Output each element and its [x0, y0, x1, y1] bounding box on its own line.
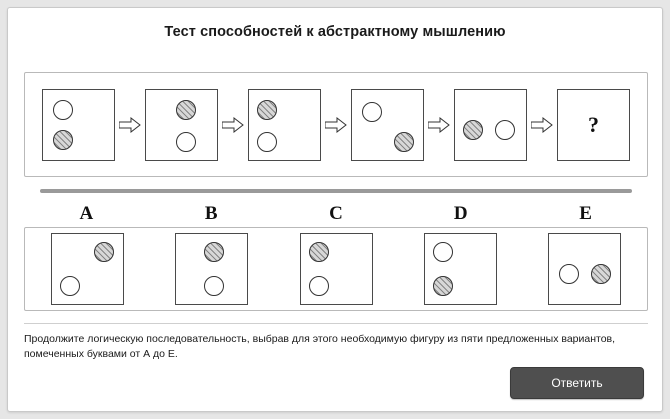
circle-plain	[309, 276, 329, 296]
option-slot-b[interactable]	[149, 233, 273, 305]
circle-hatched	[591, 264, 611, 284]
arrow-right-icon	[115, 117, 145, 133]
circle-hatched	[176, 100, 196, 120]
circle-plain	[559, 264, 579, 284]
option-d[interactable]	[424, 233, 497, 305]
option-b[interactable]	[175, 233, 248, 305]
arrow-right-icon	[527, 117, 557, 133]
option-slot-d[interactable]	[398, 233, 522, 305]
circle-plain	[433, 242, 453, 262]
sequence-cell-2	[145, 89, 218, 161]
test-card	[7, 7, 663, 412]
sequence-cell-1	[42, 89, 115, 161]
arrow-right-icon	[424, 117, 454, 133]
circle-hatched	[463, 120, 483, 140]
circle-plain	[204, 276, 224, 296]
options-panel	[24, 227, 648, 311]
sequence-cell-5	[454, 89, 527, 161]
option-labels-row	[24, 201, 648, 227]
circle-plain	[53, 100, 73, 120]
sequence-cell-4	[351, 89, 424, 161]
option-slot-e[interactable]	[523, 233, 647, 305]
option-slot-c[interactable]	[274, 233, 398, 305]
option-label-c: C	[329, 203, 343, 224]
circle-plain	[176, 132, 196, 152]
circle-hatched	[309, 242, 329, 262]
divider	[40, 189, 632, 193]
circle-plain	[362, 102, 382, 122]
circle-hatched	[433, 276, 453, 296]
option-a[interactable]	[51, 233, 124, 305]
question-mark-label: ?	[588, 111, 599, 137]
answer-button[interactable]: Ответить	[510, 367, 644, 399]
sequence-cell-6-question	[557, 89, 630, 161]
option-label-d: D	[453, 203, 468, 224]
option-label-e: E	[579, 203, 592, 224]
option-c[interactable]	[300, 233, 373, 305]
option-label-b: B	[204, 203, 218, 224]
circle-hatched	[94, 242, 114, 262]
sequence-cell-3	[248, 89, 321, 161]
arrow-right-icon	[321, 117, 351, 133]
arrow-right-icon	[218, 117, 248, 133]
sequence-row	[25, 73, 647, 176]
circle-plain	[495, 120, 515, 140]
option-slot-a[interactable]	[25, 233, 149, 305]
circle-hatched	[257, 100, 277, 120]
option-label-a: A	[79, 203, 94, 224]
circle-hatched	[53, 130, 73, 150]
sequence-panel	[24, 72, 648, 177]
circle-plain	[257, 132, 277, 152]
options-row	[25, 228, 647, 310]
option-e[interactable]	[548, 233, 621, 305]
instructions-text: Продолжите логическую последовательность, выбрав для этого необходимую фигуру из пяти предложенных вариантов, помеченных буквами от А до Е.	[24, 323, 648, 362]
circle-hatched	[204, 242, 224, 262]
button-row	[510, 367, 644, 399]
circle-hatched	[394, 132, 414, 152]
options-section	[24, 201, 648, 316]
circle-plain	[60, 276, 80, 296]
page-title: Тест способностей к абстрактному мышлению	[164, 24, 506, 40]
